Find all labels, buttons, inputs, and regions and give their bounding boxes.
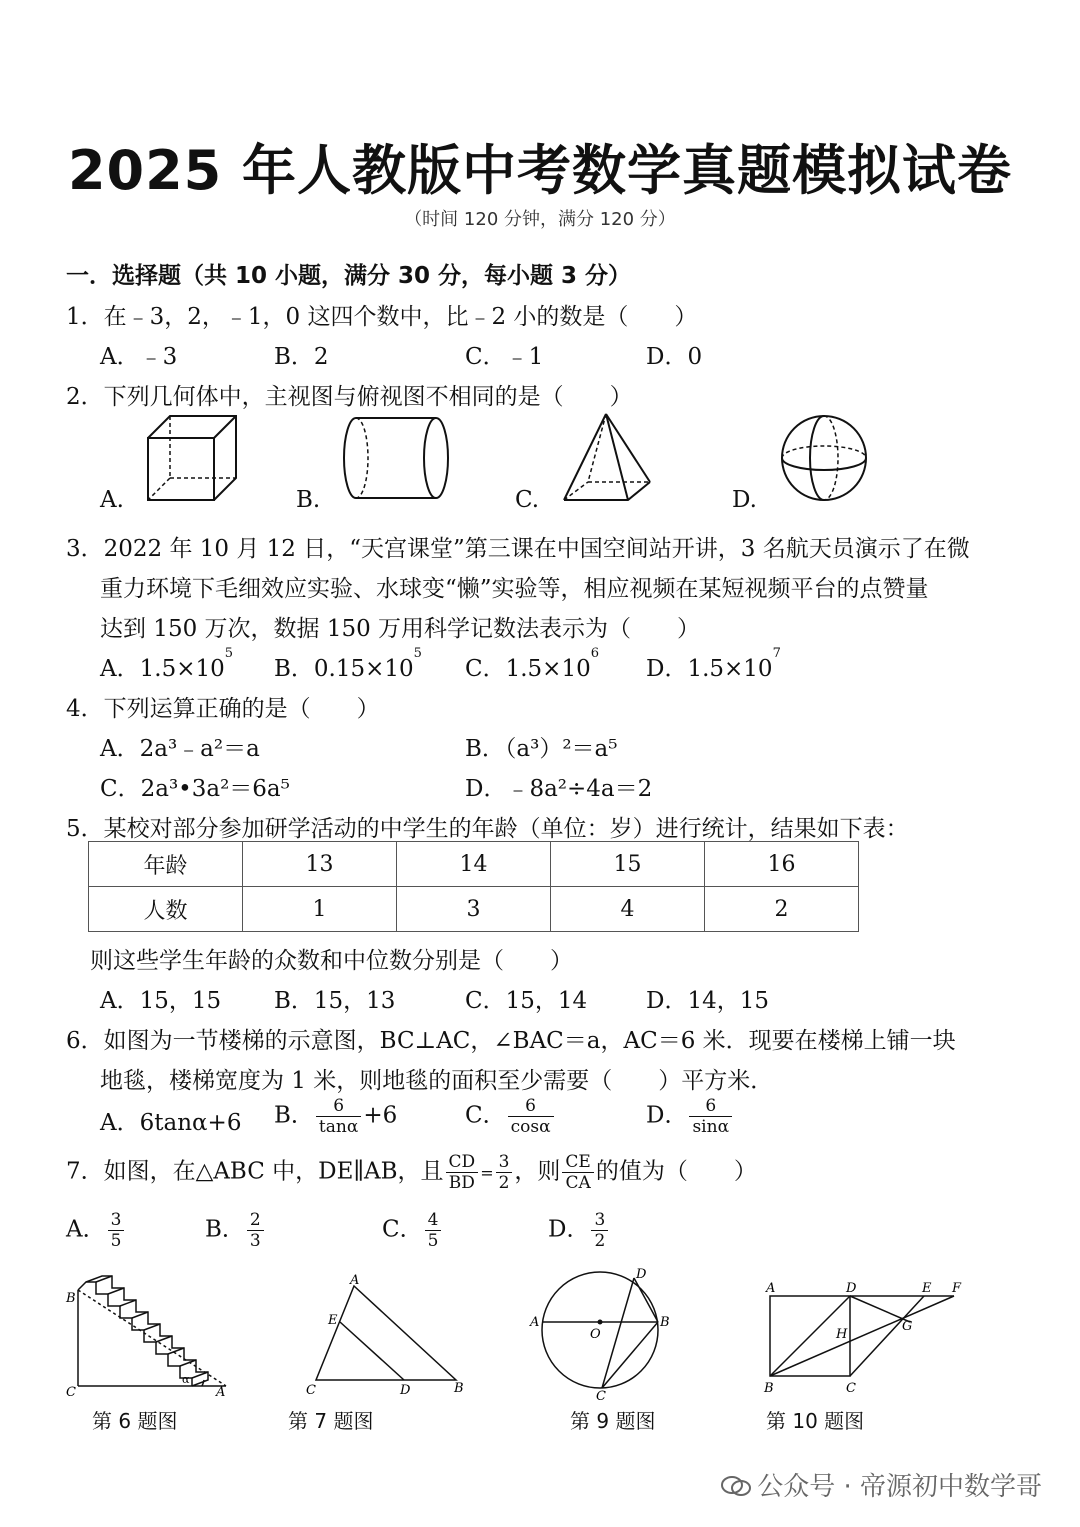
table-cell: 人数 — [89, 887, 243, 932]
label-H: H — [836, 1327, 848, 1342]
label-G: G — [902, 1319, 913, 1334]
table-cell: 4 — [551, 887, 705, 932]
label-A: A — [216, 1385, 226, 1400]
table-cell: 1 — [243, 887, 397, 932]
q2-option-d: D. — [732, 487, 757, 513]
q4-option-a: A．2a³﹣a²＝a — [100, 736, 260, 762]
label-A: A — [530, 1315, 540, 1330]
table-cell: 15 — [551, 842, 705, 887]
caption-figure-6: 第 6 题图 — [92, 1409, 178, 1433]
label-B: B — [660, 1315, 670, 1330]
q5-option-b: B．15，13 — [274, 988, 396, 1014]
section-heading: 一．选择题（共 10 小题，满分 30 分，每小题 3 分） — [66, 263, 632, 289]
q1-option-d: D．0 — [646, 344, 703, 370]
q2-stem: 2．下列几何体中，主视图与俯视图不相同的是（ ） — [66, 384, 633, 410]
label-C: C — [846, 1381, 856, 1396]
figure-10-rectangle — [760, 1272, 972, 1398]
pyramid-figure — [558, 410, 658, 506]
q6-option-b: B． $\frac{6}{\tan\alpha}$ +6 — [274, 1096, 398, 1137]
table-cell: 14 — [397, 842, 551, 887]
label-B: B — [764, 1381, 774, 1396]
label-C: C — [306, 1383, 316, 1398]
label-alpha: α — [182, 1373, 190, 1386]
q4-option-b: B．（a³）²＝a⁵ — [465, 736, 618, 762]
q2-option-a: A. — [100, 487, 124, 513]
q3-option-b: B．$0.15\times 10^5$ — [274, 646, 422, 682]
caption-figure-7: 第 7 题图 — [288, 1409, 374, 1433]
q7-stem: 7．如图，在△ABC 中，DE∥AB，且 $\frac{CD}{BD}$ = $\frac{3}{2}$ ，则 $\frac{CE}{CA}$ 的值为（ ） — [66, 1152, 757, 1193]
q7-option-c: C． $\frac{4}{5}$ — [382, 1210, 443, 1251]
label-D: D — [846, 1281, 857, 1296]
sphere-figure — [778, 412, 870, 504]
cylinder-figure — [340, 414, 452, 504]
watermark: 公众号 · 帝源初中数学哥 — [721, 1466, 1042, 1503]
cube-figure — [140, 410, 244, 504]
q4-option-d: D．﹣8a²÷4a＝2 — [465, 776, 653, 802]
label-E: E — [328, 1313, 338, 1328]
q1-stem: 1．在﹣3，2，﹣1，0 这四个数中，比﹣2 小的数是（ ） — [66, 304, 698, 330]
table-row — [89, 842, 859, 887]
q5-option-a: A．15，15 — [100, 988, 222, 1014]
label-C: C — [66, 1385, 76, 1400]
label-A: A — [350, 1273, 360, 1288]
figure-6-staircase — [62, 1272, 242, 1400]
q2-option-b: B. — [296, 487, 321, 513]
q3-option-a: A．$1.5\times 10^5$ — [100, 646, 234, 682]
q5-option-d: D．14，15 — [646, 988, 769, 1014]
table-row — [89, 887, 859, 932]
table-cell: 年龄 — [89, 842, 243, 887]
q5-followup: 则这些学生年龄的众数和中位数分别是（ ） — [90, 948, 573, 974]
q3-stem-line3: 达到 150 万次，数据 150 万用科学记数法表示为（ ） — [100, 616, 701, 642]
q3-stem-line1: 3．2022 年 10 月 12 日，“天宫课堂”第三课在中国空间站开讲，3 名航天员演示了在微 — [66, 536, 970, 562]
q3-stem-line2: 重力环境下毛细效应实验、水球变“懒”实验等，相应视频在某短视频平台的点赞量 — [100, 576, 929, 602]
table-cell: 16 — [705, 842, 859, 887]
label-F: F — [952, 1281, 962, 1296]
exam-info: （时间 120 分钟，满分 120 分） — [404, 209, 676, 230]
label-E: E — [922, 1281, 932, 1296]
q5-stem: 5．某校对部分参加研学活动的中学生的年龄（单位：岁）进行统计，结果如下表： — [66, 816, 909, 842]
q6-option-a: A．6tanα+6 — [100, 1110, 242, 1136]
q6-stem-line2: 地毯，楼梯宽度为 1 米，则地毯的面积至少需要（ ）平方米． — [100, 1068, 774, 1094]
label-D: D — [400, 1383, 411, 1398]
q7-option-a: A． $\frac{3}{5}$ — [66, 1210, 126, 1251]
age-table — [88, 841, 859, 932]
q3-option-d: D．$1.5\times 10^7$ — [646, 646, 781, 682]
caption-figure-9: 第 9 题图 — [570, 1409, 656, 1433]
q7-option-d: D． $\frac{3}{2}$ — [548, 1210, 610, 1251]
page-title: 2025 年人教版中考数学真题模拟试卷 — [67, 139, 1013, 202]
wechat-icon — [721, 1474, 751, 1496]
center-dot — [598, 1320, 603, 1325]
label-B: B — [66, 1291, 76, 1306]
q6-option-c: C． $\frac{6}{\cos\alpha}$ — [465, 1096, 556, 1137]
q4-stem: 4．下列运算正确的是（ ） — [66, 696, 380, 722]
table-cell: 3 — [397, 887, 551, 932]
table-cell: 2 — [705, 887, 859, 932]
q4-option-c: C．2a³•3a²＝6a⁵ — [100, 776, 290, 802]
figure-7-triangle — [300, 1272, 470, 1398]
label-O: O — [590, 1327, 601, 1342]
label-D: D — [636, 1267, 647, 1282]
table-cell: 13 — [243, 842, 397, 887]
label-C: C — [596, 1389, 606, 1400]
label-B: B — [454, 1381, 464, 1396]
label-A: A — [766, 1281, 776, 1296]
q6-option-d: D． $\frac{6}{\sin\alpha}$ — [646, 1096, 734, 1137]
q1-option-a: A．﹣3 — [100, 344, 178, 370]
figure-9-circle — [528, 1264, 676, 1400]
q6-stem-line1: 6．如图为一节楼梯的示意图，BC⊥AC，∠BAC＝a，AC＝6 米．现要在楼梯上铺一块 — [66, 1028, 956, 1054]
q5-option-c: C．15，14 — [465, 988, 588, 1014]
q7-option-b: B． $\frac{2}{3}$ — [205, 1210, 266, 1251]
caption-figure-10: 第 10 题图 — [766, 1409, 865, 1433]
q1-option-c: C．﹣1 — [465, 344, 544, 370]
q3-option-c: C．$1.5\times 10^6$ — [465, 646, 600, 682]
q1-option-b: B．2 — [274, 344, 329, 370]
q2-option-c: C. — [515, 487, 540, 513]
